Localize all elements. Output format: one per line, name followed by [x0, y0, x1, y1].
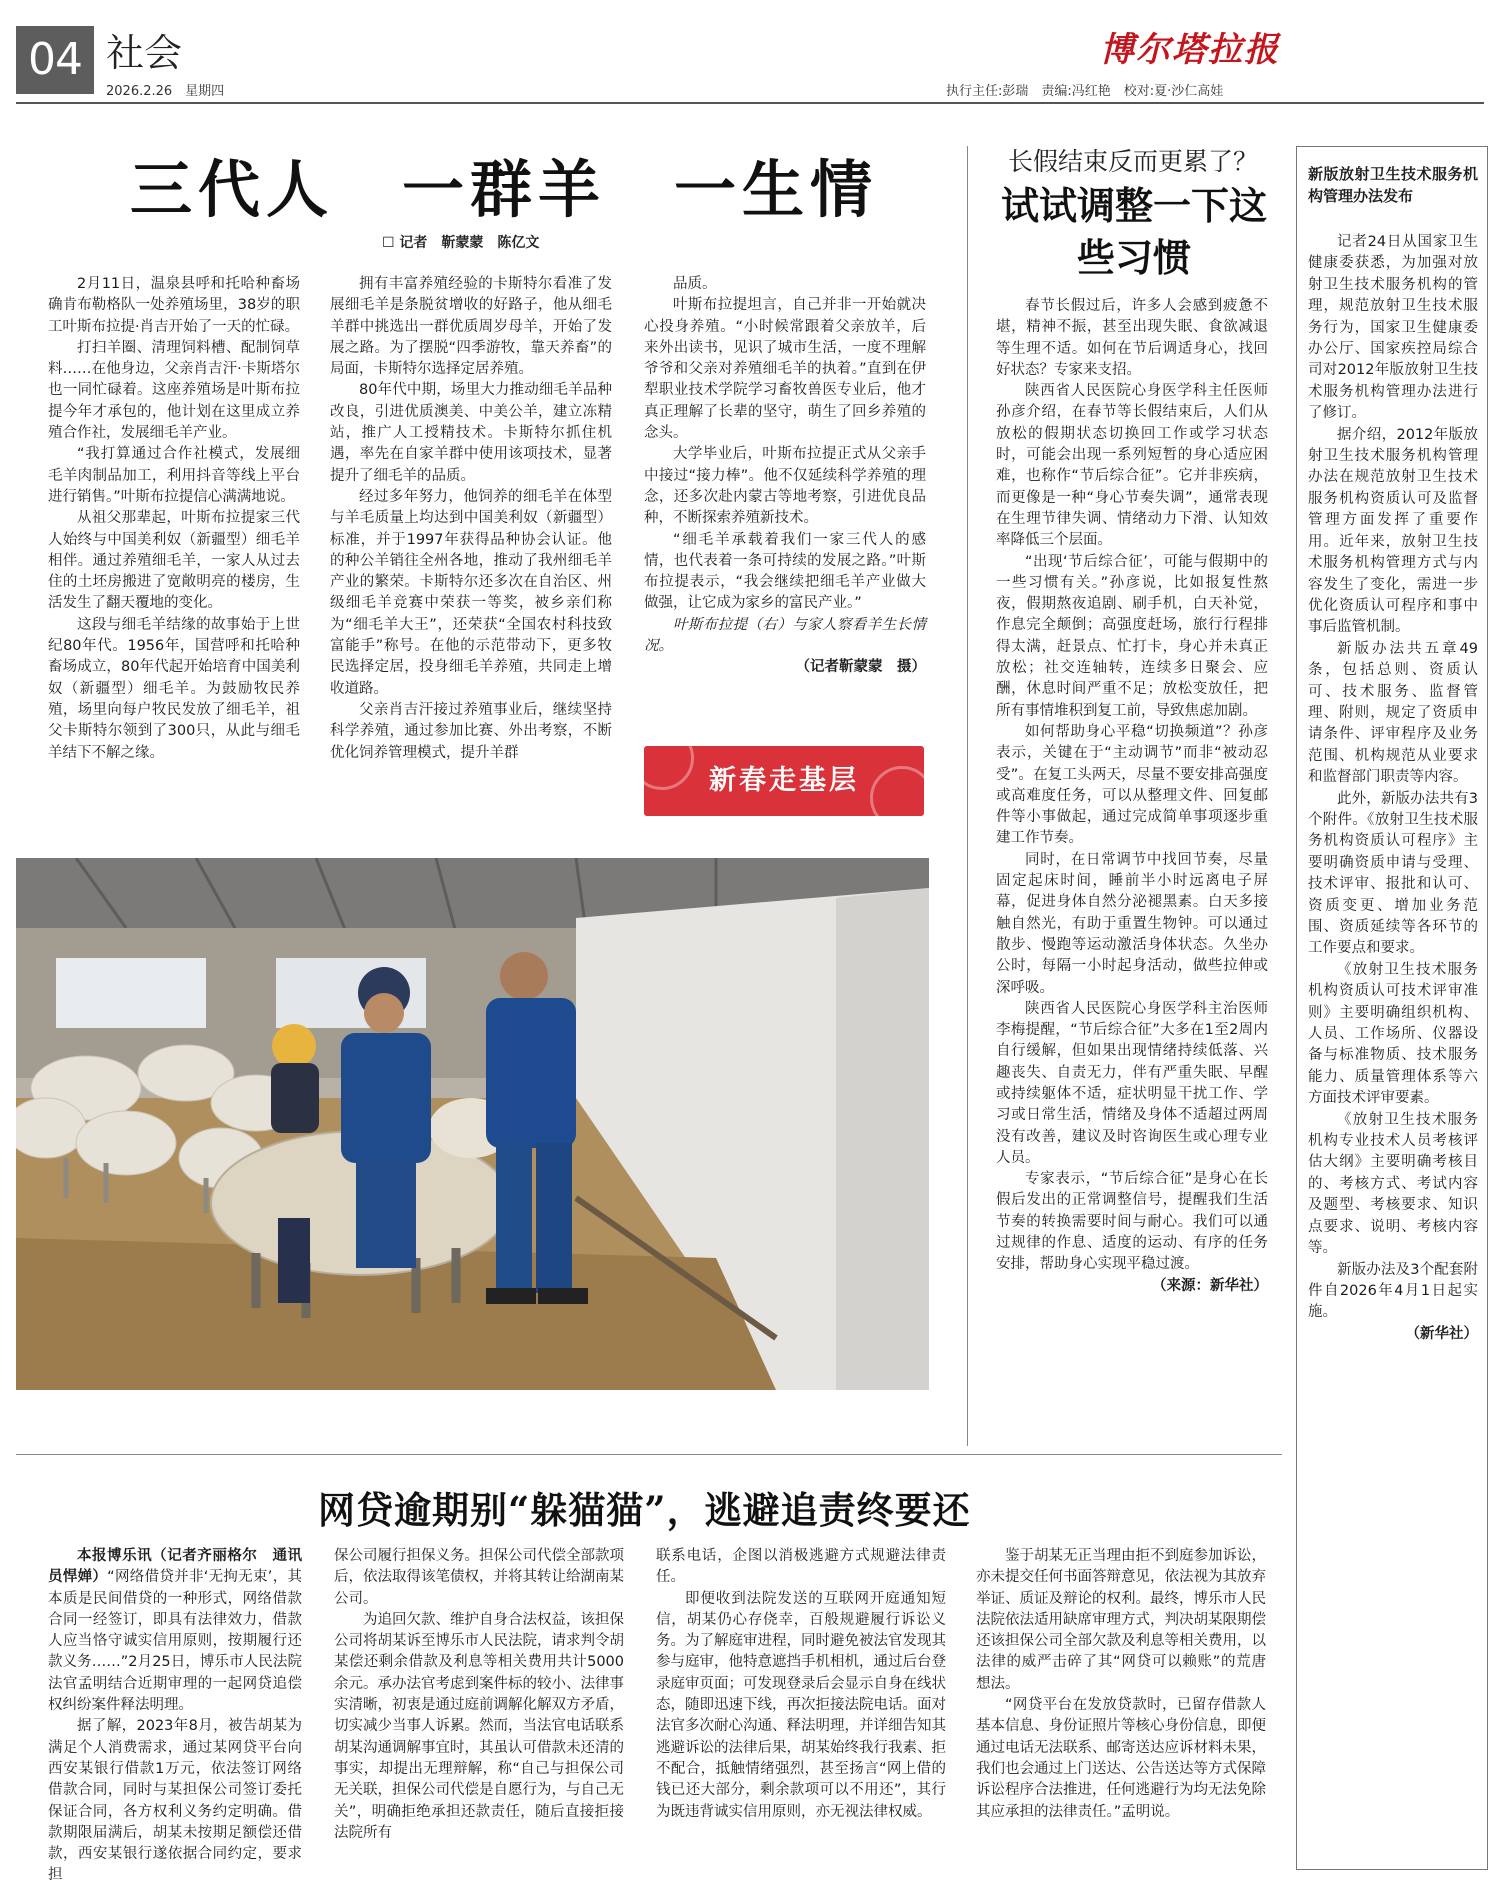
paragraph: 同时，在日常调节中找回节奏，尽量固定起床时间，睡前半小时远离电子屏幕，促进身体自然分泌褪黑素。白天多接触自然光，有助于重置生物钟。可以通过散步、慢跑等运动激活身体状态。久坐办公时，每隔一小时起身活动，做些拉伸或深呼吸。: [996, 851, 1268, 996]
paragraph: “细毛羊承载着我们一家三代人的感情，也代表着一条可持续的发展之路。”叶斯布拉提表示，“我会继续把细毛羊产业做大做强，让它成为家乡的富民产业。”: [644, 531, 926, 612]
paragraph: 记者24日从国家卫生健康委获悉，为加强对放射卫生技术服务机构的管理，规范放射卫生技术服务行为，国家卫生健康委办公厅、国家疾控局综合司对2012年版放射卫生技术服务机构管理办法进行了修订。: [1308, 234, 1478, 422]
paragraph: 叶斯布拉提坦言，自己并非一开始就决心投身养殖。“小时候常跟着父亲放羊，后来外出读书，见识了城市生活，一度不理解爷爷和父亲对养殖细毛羊的执着。”直到在伊犁职业技术学院学习畜牧兽医专业后，他才真正理解了长辈的坚守，萌生了回乡养殖的念头。: [644, 297, 926, 442]
paragraph: 2月11日，温泉县呼和托哈种畜场确肯布勒格队一处养殖场里，38岁的职工叶斯布拉提·肖吉开始了一天的忙碌。: [48, 276, 300, 335]
article2-body: [996, 296, 1268, 1297]
article1-photo: [16, 858, 929, 1390]
paragraph: 为追回欠款、维护自身合法权益，该担保公司将胡某诉至博乐市人民法院，请求判令胡某偿还剩余借款及利息等相关费用共计5000余元。承办法官考虑到案件标的较小、法律事实清晰，初衷是通过庭前调解化解双方矛盾，切实减少当事人诉累。然而，当法官电话联系胡某沟通调解事宜时，其虽认可借款未还清的事实，却提出无理辩解，称“自己与担保公司无关联，担保公司代偿是自愿行为，与自己无关”，明确拒绝承担还款责任，随后直接拒接法院所有: [334, 1611, 624, 1841]
article3-column-2: [334, 1546, 624, 1844]
photo-caption: 叶斯布拉提（右）与家人察看羊生长情况。: [644, 616, 926, 655]
lead-text: “网络借贷并非‘无拘无束’，其本质是民间借贷的一种形式，网络借款合同一经签订，即具有法律效力，借款人应当恪守诚实信用原则，按期履行还款义务……”2月25日，博乐市人民法院法官孟明结合近期审理的一起网贷追偿权纠纷案件释法明理。: [48, 1569, 302, 1714]
article1-byline: ☐ 记者 靳蒙蒙 陈亿文: [382, 235, 540, 251]
paragraph: 春节长假过后，许多人会感到疲惫不堪，精神不振，甚至出现失眠、食欲减退等生理不适。如何在节后调适身心，找回好状态？专家来支招。: [996, 298, 1268, 378]
lead-dateline: 本报博乐讯（记者齐丽格尔 通讯员悍婵）: [48, 1548, 302, 1586]
article3-lead: [48, 1546, 302, 1716]
article3-column-4: [976, 1546, 1266, 1823]
paragraph: 从祖父那辈起，叶斯布拉提家三代人始终与中国美利奴（新疆型）细毛羊相伴。通过养殖细毛羊，一家人从过去住的土坯房搬进了宽敞明亮的楼房，生活发生了翻天覆地的变化。: [48, 510, 300, 612]
badge-decoration: [644, 746, 694, 790]
article2-source: （来源：新华社）: [1152, 1277, 1268, 1294]
paragraph: 据介绍，2012年版放射卫生技术服务机构管理办法在规范放射卫生技术服务机构资质认可及监督管理方面发挥了重要作用。近年来，放射卫生技术服务机构管理方式与内容发生了变化，需进一步优化资质认可程序和事中事后监管机制。: [1308, 426, 1478, 636]
paragraph: 80年代中期，场里大力推动细毛羊品种改良，引进优质澳美、中美公羊，建立冻精站，推广人工授精技术。卡斯特尔抓住机遇，率先在自家羊群中使用该项技术，显著提升了细毛羊的品质。: [330, 382, 612, 484]
paragraph: 新版办法及3个配套附件自2026年4月1日起实施。: [1308, 1261, 1478, 1321]
article3-column-3: [656, 1546, 946, 1823]
barn-sheep-illustration: [16, 858, 929, 1390]
editor-credits: 执行主任:彭瑞 责编:冯红艳 校对:夏·沙仁高娃: [946, 84, 1224, 99]
paragraph: 这段与细毛羊结缘的故事始于上世纪80年代。1956年，国营呼和托哈种畜场成立，80年代起开始培育中国美利奴（新疆型）细毛羊。为鼓励牧民养殖，场里向每户牧民发放了细毛羊，祖父卡斯特尔领到了300只，从此与细毛羊结下不解之缘。: [48, 616, 300, 761]
issue-date: 2026.2.26 星期四: [106, 84, 225, 99]
article3-title: 网贷逾期别“躲猫猫”，逃避追责终要还: [318, 1488, 971, 1532]
paragraph: 打扫羊圈、清理饲料槽、配制饲草料……在他身边，父亲肖吉汗·卡斯塔尔也一同忙碌着。这座养殖场是叶斯布拉提今年才承包的，他计划在这里成立养殖合作社，发展细毛羊产业。: [48, 339, 300, 442]
column-divider: [967, 146, 968, 1446]
paragraph: 经过多年努力，他饲养的细毛羊在体型与羊毛质量上均达到中国美利奴（新疆型）标准，并于1997年获得品种协会认证。他的种公羊销往全州各地，推动了我州细毛羊产业的繁荣。卡斯特尔还多次在自治区、州级细毛羊竞赛中荣获一等奖，被乡亲们称为“细毛羊大王”，还荣获“全国农村科技致富能手”称号。在他的示范带动下，更多牧民选择定居，投身细毛羊养殖，共同走上增收道路。: [330, 488, 612, 697]
page-number: 04: [16, 26, 94, 94]
article3-column-1: [48, 1546, 302, 1883]
paragraph: 品质。: [673, 276, 717, 292]
paragraph: 保公司履行担保义务。担保公司代偿全部款项后，依法取得该笔债权，并将其转让给湖南某公司。: [334, 1548, 624, 1607]
paragraph: 此外，新版办法共有3个附件。《放射卫生技术服务机构资质认可程序》主要明确资质申请与受理、技术评审、报批和认可、资质变更、增加业务范围、资质延续等各环节的工作要点和要求。: [1308, 790, 1478, 957]
paragraph: 陕西省人民医院心身医学科主治医师李梅提醒，“节后综合征”大多在1至2周内自行缓解，但如果出现情绪持续低落、兴趣丧失、自责无力，伴有严重失眠、早醒或持续躯体不适，症状明显干扰工作、学习或日常生活，情绪及身体不适超过两周没有改善，建议及时咨询医生或心理专业人员。: [996, 1000, 1268, 1166]
section-name: 社会: [106, 31, 183, 75]
paragraph: 专家表示，“节后综合征”是身心在长假后发出的正常调整信号，提醒我们生活节奏的转换需要时间与耐心。我们可以通过规律的作息、适度的运动、有序的任务安排，帮助身心实现平稳过渡。: [996, 1171, 1268, 1273]
photo-credit: （记者靳蒙蒙 摄）: [795, 659, 926, 676]
section-divider: [16, 1454, 1282, 1455]
paragraph: 拥有丰富养殖经验的卡斯特尔看准了发展细毛羊是条脱贫增收的好路子，他从细毛羊群中挑选出一群优质周岁母羊，开始了发展之路。为了摆脱“四季游牧，靠天养畜”的局面，卡斯特尔选择定居养殖。: [330, 276, 612, 378]
paragraph: 如何帮助身心平稳“切换频道”？孙彦表示，关键在于“主动调节”而非“被动忍受”。在复工头两天，尽量不要安排高强度或高难度任务，可以从整理文件、回复邮件等小事做起，通过完成简单事项逐步重建工作节奏。: [996, 723, 1268, 847]
paragraph: 大学毕业后，叶斯布拉提正式从父亲手中接过“接力棒”。他不仅延续科学养殖的理念，还多次赴内蒙古等地考察，引进优良品种，不断探索养殖新技术。: [644, 446, 926, 527]
article1-column-1: [48, 274, 300, 764]
paragraph: 新版办法共五章49条，包括总则、资质认可、技术服务、监督管理、附则，规定了资质申请条件、评审程序及业务范围、机构规范从业要求和监督部门职责等内容。: [1308, 640, 1478, 786]
paragraph: 鉴于胡某无正当理由拒不到庭参加诉讼，亦未提交任何书面答辩意见，依法视为其放弃举证、质证及辩论的权利。最终，博乐市人民法院依法适用缺席审理方式，判决胡某限期偿还该担保公司全部欠款及利息等相关费用，以法律的威严击碎了其“网贷可以赖账”的荒唐想法。: [976, 1548, 1266, 1692]
newspaper-masthead: 博尔塔拉报: [1100, 30, 1280, 70]
badge-label: 新春走基层: [709, 765, 859, 796]
header-divider: [16, 102, 1484, 104]
article2-title: 试试调整一下这些习惯: [1000, 183, 1267, 280]
paragraph: “网贷平台在发放贷款时，已留存借款人基本信息、身份证照片等核心身份信息，即便通过电话无法联系、邮寄送达应诉材料未果，我们也会通过上门送达、公告送达等方式保障诉讼程序合法推进，任何逃避行为均无法免除其应承担的法律责任。”孟明说。: [976, 1697, 1266, 1820]
paragraph: “我打算通过合作社模式，发展细毛羊肉制品加工，利用抖音等线上平台进行销售。”叶斯布拉提信心满满地说。: [48, 446, 300, 505]
article1-column-3: [644, 274, 926, 679]
paragraph: 《放射卫生技术服务机构专业技术人员考核评估大纲》主要明确考核目的、考核方式、考试内容及题型、考核要求、知识点要求、说明、考核内容等。: [1308, 1111, 1478, 1257]
article1-column-2: [330, 274, 612, 764]
article1-title: 三代人 一群羊 一生情: [130, 153, 879, 226]
article2-kicker: 长假结束反而更累了？: [1008, 147, 1259, 176]
badge-decoration: [870, 766, 924, 816]
paragraph: “出现‘节后综合征’，可能与假期中的一些习惯有关。”孙彦说，比如报复性熬夜，假期熬夜追剧、刷手机，白天补觉，作息完全颠倒；高强度赶场，旅行行程排得太满，赶景点、忙打卡，身心并未真正放松；社交连轴转，连续多日聚会、应酬，休息时间严重不足；放松变放任，把所有事情堆积到复工前，导致焦虑加剧。: [996, 553, 1268, 719]
sidebar-title: 新版放射卫生技术服务机构管理办法发布: [1308, 165, 1478, 205]
paragraph: 即便收到法院发送的互联网开庭通知短信，胡某仍心存侥幸，百般规避履行诉讼义务。为了解庭审进程，同时避免被法官发现其参与庭审，他特意遮挡手机相机，通过后台登录庭审页面；可发现登录后会显示自身在线状态，随即迅速下线，再次拒接法院电话。面对法官多次耐心沟通、释法明理，并详细告知其逃避诉讼的法律后果，胡某始终我行我素、拒不配合，抵触情绪强烈，甚至扬言“网上借的钱已还大部分，剩余款项可以不用还”，其行为既违背诚实信用原则，亦无视法律权威。: [656, 1590, 946, 1820]
paragraph: 据了解，2023年8月，被告胡某为满足个人消费需求，通过某网贷平台向西安某银行借款1万元，依法签订网络借款合同，同时与某担保公司签订委托保证合同，各方权利义务约定明确。借款期限届满后，胡某未按期足额偿还借款，西安某银行遂依据合同约定，要求担: [48, 1718, 302, 1883]
sidebar-source: （新华社）: [1405, 1325, 1478, 1342]
sidebar-body: [1308, 232, 1478, 1345]
paragraph: 父亲肖吉汗接过养殖事业后，继续坚持科学养殖，通过参加比赛、外出考察，不断优化饲养管理模式，提升羊群: [330, 701, 612, 761]
paragraph: 陕西省人民医院心身医学科主任医师孙彦介绍，在春节等长假结束后，人们从放松的假期状态切换回工作或学习状态时，可能会出现一系列短暂的身心适应困难，也称作“节后综合征”。它并非疾病，而更像是一种“身心节奏失调”，通常表现在生理节律失调、情绪动力下滑、认知效率降低三个层面。: [996, 383, 1268, 549]
paragraph: 《放射卫生技术服务机构资质认可技术评审准则》主要明确组织机构、人员、工作场所、仪器设备与标准物质、技术服务能力、质量管理体系等六方面技术评审要素。: [1308, 961, 1478, 1107]
paragraph: 联系电话，企图以消极逃避方式规避法律责任。: [656, 1548, 946, 1586]
column-badge: [644, 746, 924, 816]
